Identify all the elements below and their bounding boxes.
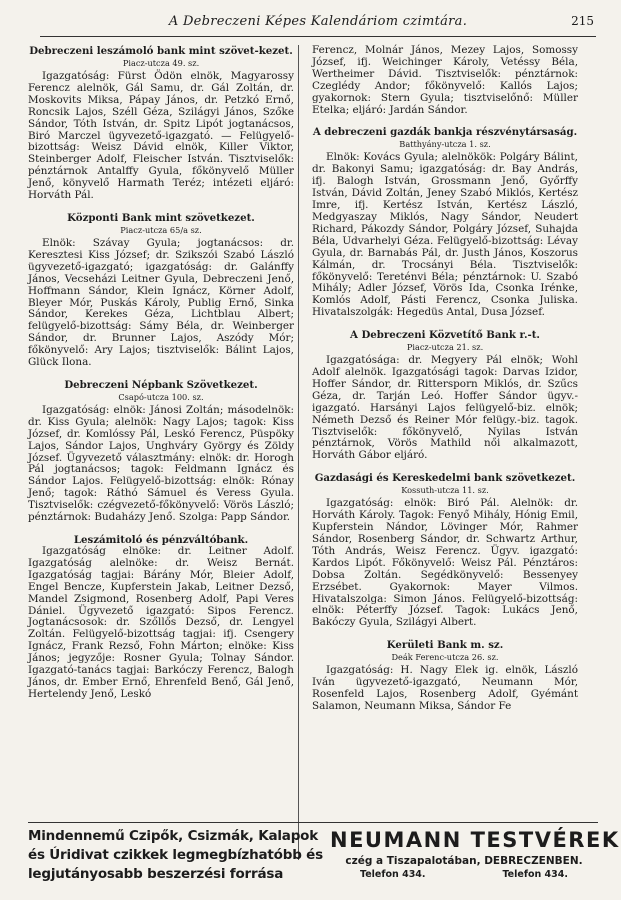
section-paragraph: Igazgatóság: elnök: Jánosi Zoltán; másodelnök: dr. Kiss Gyula; alelnök: Nagy Lajos; tagok: Kiss József, dr. Komlóssy Pál, Leskó Ferencz, Püspöky Lajos, Sándor Lajos, Unghváry György és Zöldy József. Ügyvezető választmány: elnök: dr. Horogh Pál jogtanácsos; tagok: Feldmann Ignácz és Sándor Lajos. Felügyelő-bizottság: elnök: Rónay Jenő; tagok: Ráthó Sámuel és Veress Gyula. Tisztviselők: czégvezető-főkönyvelő: Vörös László; pénztárnok: Budaházy Jenő. Szolga: Papp Sándor. [28,403,294,524]
advert-subtitle: czég a Tiszapalotában, DEBRECZENBEN. [345,855,583,867]
advertisement-strip [28,822,620,895]
right-column [312,45,578,723]
column-divider [298,45,299,860]
advert-line: legjutányosabb beszerzési forrása [28,866,284,882]
section-title: A debreczeni gazdák bankja részvénytársaság. [312,126,578,139]
section-address: Piacz-utcza 65/a sz. [120,224,202,235]
section-address: Batthyány-utcza 1. sz. [399,139,491,150]
phone-right: Telefon 434. [502,869,568,880]
running-title: A Debreczeni Képes Kalendáriom czimtára. [168,14,468,29]
page-header [40,14,596,37]
section-paragraph: Ferencz, Molnár János, Mezey Lajos, Somossy József, ifj. Weichinger Károly, Vetéssy Béla, Wertheimer Dávid. Tisztviselők: pénztárnok: Czeglédy Andor; főkönyvelő: Kallós Lajos; gyakornok: Stern Gyula; tisztviselőnő: Müller Etelka; eljáró: Jardán Sándor. [312,44,578,116]
section-title: Gazdasági és Kereskedelmi bank szövetkezet. [314,472,576,485]
section-paragraph: Igazgatóság: Fürst Ödön elnök, Magyarossy Ferencz alelnök, Gál Samu, dr. Gál Zoltán, dr. Moskovits Miksa, Pápay János, dr. Petzkó Ernő, Roncsik Lajos, Széll Géza, Szilágyi János, Szőke Sándor, Tóth István, dr. Spitz Lipót jogtanácsos, Biró Marczel ügyvezető-igazgató. — Felügyelő-bizottság: Weisz Dávid elnök, Killer Viktor, Steinberger Adolf, Fleischer István. Tisztviselők: pénztárnok Antalffy Gyula, főkönyvelő Müller Jenő, könyvelő Harmath Teréz; intézeti eljáró: Horváth Pál. [28,70,294,202]
section-paragraph: Igazgatóság elnöke: dr. Leitner Adolf. Igazgatóság alelnöke: dr. Weisz Bernát. Igazgatóság tagjai: Bárány Mór, Bleier Adolf, Engel Bencze, Kupferstein Jakab, Leitner Dezső, Mandel Zsigmond, Rosenberg Adolf, Papi Veres Dániel. Ügyvezető igazgató: Sipos Ferencz. Jogtanácsosok: dr. Szőllős Dezső, dr. Lengyel Zoltán. Felügyelő-bizottság tagjai: ifj. Csengery Ignácz, Frank Rezső, Fohn Márton; elnöke: Kiss János; jegyzője: Rosner Gyula; Tolnay Sándor. Igazgató-tanács tagjai: Barkóczy Ferencz, Balogh János, dr. Ember Ernő, Ehrenfeld Benő, Gál Jenő, Hertelendy Jenő, Leskó [28,545,294,700]
section-address: Kossuth-utcza 11. sz. [401,485,489,496]
section-paragraph: Elnök: Szávay Gyula; jogtanácsos: dr. Keresztesi Kiss József; dr. Szikszói Szabó László ügyvezető-igazgató; igazgatóság: dr. Galánffy János, Vecseházi Leitner Gyula, Debreczeni Jenő, Hoffmann Sándor, Klein Ignácz, Körner Adolf, Bleyer Mór, Puskás Károly, Publig Ernő, Sinka Sándor, Kerekes Géza, Lichtblau Albert; felügyelő-bizottság: Sámy Béla, dr. Weinberger Sándor, dr. Brunner Lajos, Aszódy Mór; főkönyvelő: Ary Lajos; tisztviselők: Bálint Lajos, Glück Ilona. [28,236,294,369]
directory-section [28,212,294,369]
neumann-advert [330,827,620,880]
section-paragraph: Igazgatóság: H. Nagy Elek ig. elnök, László Iván ügyvezető-igazgató, Neumann Mór, Rosenfeld Lajos, Rosenberg Adolf, Gyémánt Salamon, Neumann Miksa, Sándor Fe [312,664,578,712]
advert-phones [330,869,598,880]
directory-section [312,639,578,713]
directory-section [312,329,578,462]
directory-section [312,126,578,319]
section-paragraph: Elnök: Kovács Gyula; alelnökök: Polgáry Bálint, dr. Bakonyi Samu; igazgatóság: dr. Bay András, ifj. Balogh István, Grossmann Jenő, Győrffy István, Dávid Zoltán, Jeney Szabó Miklós, Kertész Imre, ifj. Kertész István, Kertész László, Medgyaszay Miklós, Nagy Sándor, Neudert Richard, Pákozdy Sándor, Polgáry József, Suhajda Béla, Udvarhelyi Géza. Felügyelő-bizottság: Lévay Gyula, dr. Barnabás Pál, dr. Justh János, Koszorus Kálmán, dr. Trocsányi Béla. Tisztviselők: főkönyvelő: Tereténvi Béla; pénztárnok: U. Szabó Mihály; Adler József, Vörös Ida, Csonka Irénke, Komlós Adolf, Pásti Ferencz, Csonka Juliska. Hivatalszolgák: Hegedüs Antal, Dusa József. [312,151,578,319]
directory-section [312,472,578,629]
section-paragraph: Igazgatóság: elnök: Biró Pál. Alelnök: dr. Horváth Károly. Tagok: Fenyő Mihály, Hónig Emil, Kupferstein Nándor, Lövinger Mór, Rahmer Sándor, Rosenberg Sándor, dr. Schwartz Arthur, Tóth András, Weisz Ferencz. Ügyv. igazgató: Kardos Lipót. Főkönyvelő: Weisz Pál. Pénztáros: Dobsa Zoltán. Segédkönyvelő: Bessenyey Erzsébet. Gyakornok: Mayer Vilmos. Hivatalszolga: Simon János. Felügyelő-bizottság: elnök: Péterffy József. Tagok: Lukács Jenő, Bakóczy Gyula, Szilágyi Albert. [312,497,578,629]
section-title: Kerületi Bank m. sz. [386,639,504,652]
section-title: Debreczeni leszámoló bank mint szövet-kezet. [29,45,293,57]
directory-section [28,534,294,701]
left-column [28,45,294,711]
advert-line: és Úridivat czikkek legmegbízhatóbb és [28,847,323,863]
phone-left: Telefon 434. [360,869,426,880]
advert-line: Mindennemű Czipők, Csizmák, Kalapok [28,828,319,844]
section-address: Csapó-utcza 100. sz. [118,391,204,402]
directory-section [312,45,578,116]
page-number: 215 [571,14,594,28]
section-title: A Debreczeni Közvetítő Bank r.-t. [350,329,540,342]
section-address: Deák Ferenc-utcza 26. sz. [391,652,499,663]
section-paragraph: Igazgatósága: dr. Megyery Pál elnök; Wohl Adolf alelnök. Igazgatósági tagok: Darvas Izidor, Hoffer Sándor, dr. Rittersporn Miklós, dr. Szűcs Géza, dr. Tarján Leó. Hoffer Sándor ügyv.-igazgató. Harsányi Lajos felügyelő-biz. elnök; Németh Dezső és Reiner Mór felügy.-biz. tagok. Tisztviselők: főkönyvelő, Nyilas István pénztárnok, Vörös Mathild női alkalmazott, Horváth Gábor eljáró. [312,354,578,462]
directory-section [28,379,294,524]
advert-brand: NEUMANN TESTVÉREK [330,828,620,852]
section-title: Központi Bank mint szövetkezet. [67,211,255,224]
section-title: Debreczeni Népbank Szövetkezet. [64,378,258,391]
directory-section [28,45,294,202]
section-address: Piacz-utcza 49. sz. [122,58,200,68]
shoe-shop-advert [28,827,323,884]
section-address: Piacz-utcza 21. sz. [406,342,484,353]
section-title: Leszámitoló és pénzváltóbank. [73,534,249,546]
